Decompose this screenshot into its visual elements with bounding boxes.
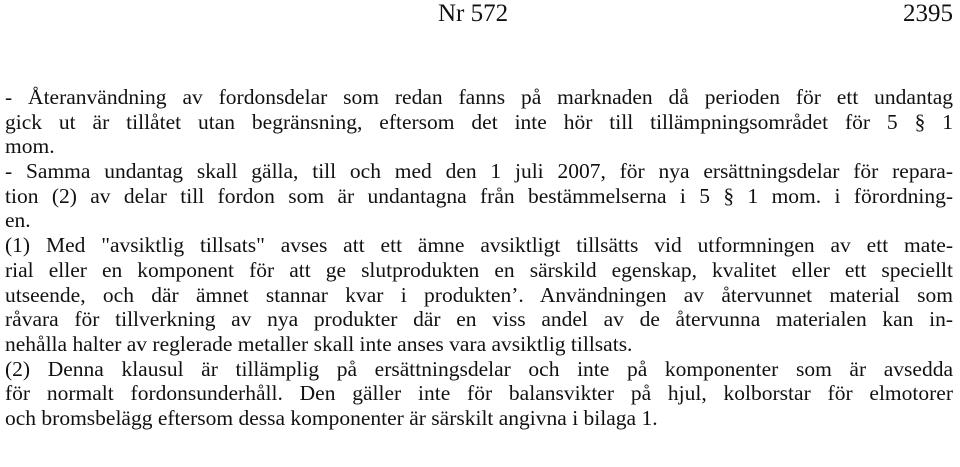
issue-number: Nr 572 (438, 0, 509, 27)
text-line: för normalt fordonsunderhåll. Den gäller inte för balansvikter på hjul, kolborstar för elmotorer (5, 381, 953, 406)
text-line: (2) Denna klausul är tillämplig på ersättningsdelar och inte på komponenter som är avsedda (5, 356, 953, 381)
text-line: en. (5, 208, 31, 233)
text-line: och bromsbelägg eftersom dessa komponenter är särskilt angivna i bilaga 1. (5, 405, 658, 430)
text-line: - Återanvändning av fordonsdelar som redan fanns på marknaden då perioden för ett undantag (5, 85, 953, 109)
footnote-1 (5, 233, 953, 356)
text-line: gick ut är tillåtet utan begränsning, eftersom det inte hör till tillämpningsområdet för 5 § 1 (5, 109, 953, 134)
text-line: råvara för tillverkning av nya produkter där en viss andel av de återvunna materialen kan in- (5, 307, 953, 332)
page-number: 2395 (903, 0, 953, 27)
text-line: mom. (5, 134, 55, 159)
text-line: utseende, och där ämnet stannar kvar i produkten’. Användningen av återvunnet material som (5, 282, 953, 307)
paragraph-reuse-of-parts (5, 85, 953, 159)
text-line: nehålla halter av reglerade metaller skall inte anses vara avsiktlig tillsats. (5, 331, 633, 356)
text-line: (1) Med "avsiktlig tillsats" avses att ett ämne avsiktligt tillsätts vid utformningen av ett mate- (5, 233, 953, 258)
footnote-2 (5, 357, 953, 431)
text-line: rial eller en komponent för att ge slutprodukten en särskild egenskap, kvalitet eller ett speciellt (5, 257, 953, 282)
text-line: - Samma undantag skall gälla, till och med den 1 juli 2007, för nya ersättningsdelar för repara- (5, 159, 953, 184)
body-text (5, 85, 953, 431)
text-line: tion (2) av delar till fordon som är undantagna från bestämmelserna i 5 § 1 mom. i förordning- (5, 183, 953, 208)
paragraph-replacement-parts (5, 159, 953, 233)
